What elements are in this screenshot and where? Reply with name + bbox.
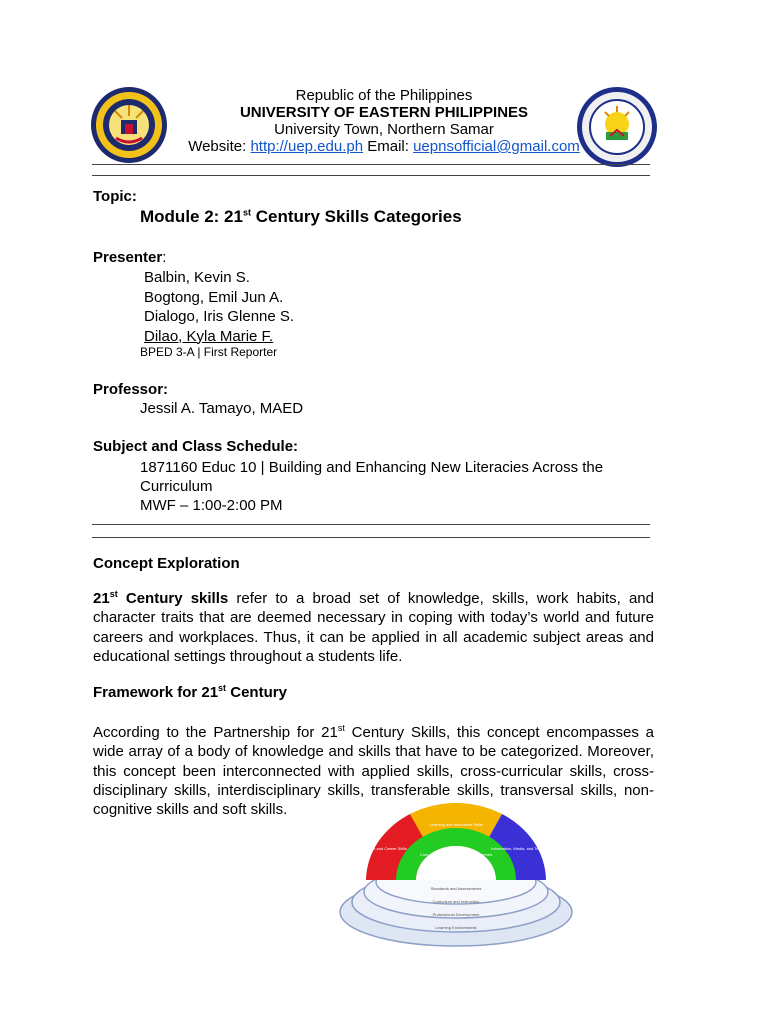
presenter-name: Balbin, Kevin S. bbox=[144, 269, 250, 286]
presenter-name: Bogtong, Emil Jun A. bbox=[144, 288, 284, 306]
concept-heading: Concept Exploration bbox=[93, 555, 240, 572]
header-divider-2 bbox=[92, 175, 650, 176]
diagram-label-left: Life and Career Skills bbox=[368, 846, 408, 851]
diagram-ring-4: Learning Environments bbox=[435, 925, 477, 930]
module-title: Module 2: 21st Century Skills Categories bbox=[140, 207, 462, 226]
presenter-label: Presenter: bbox=[93, 249, 167, 266]
professor-label: Professor: bbox=[93, 381, 169, 398]
subject-line: 1871160 Educ 10 | Building and Enhancing New Literacies Across the bbox=[140, 459, 604, 476]
email-label: Email: bbox=[367, 138, 409, 155]
diagram-ring-1: Standards and Assessments bbox=[430, 886, 482, 891]
framework-paragraph: According to the Partnership for 21st Century Skills, this concept encompasses a wide array of a body of knowledge and skills that have to be categorized. Moreover, this concept been interconnected with applied skills, cross-curricular skills, cross- disciplinary skills, interdisciplinary skills, transferable skills, transversal skills, non-cognitive skills and soft skills. bbox=[93, 723, 655, 819]
subject-label: Subject and Class Schedule: bbox=[93, 438, 299, 455]
presenter-names bbox=[144, 268, 294, 346]
subject-line-cont: Curriculum bbox=[140, 478, 213, 495]
diagram-ring-2: Curriculum and Instruction bbox=[432, 899, 480, 904]
presenter-name: Dilao, Kyla Marie F. bbox=[144, 327, 274, 345]
p21-framework-diagram bbox=[338, 802, 578, 950]
republic-line: Republic of the Philippines bbox=[295, 87, 473, 104]
diagram-label-center: Core Subjects and 21st Century Themes bbox=[419, 852, 493, 857]
concept-paragraph: 21st Century skills refer to a broad set of knowledge, skills, work habits, and character traits that are deemed necessary in coping with today’s world and future careers and workplaces. Thus, it can be applied in all academic subject areas and educational settings throughout a students life. bbox=[93, 589, 654, 665]
university-name: UNIVERSITY OF EASTERN PHILIPPINES bbox=[239, 104, 529, 121]
diagram-label-right: Information, Media, and Technology Skills bbox=[491, 846, 565, 851]
university-address: University Town, Northern Samar bbox=[274, 121, 494, 138]
section-info: BPED 3-A | First Reporter bbox=[140, 345, 278, 359]
presenter-name: Dialogo, Iris Glenne S. bbox=[144, 308, 295, 325]
website-link[interactable]: http://uep.edu.ph bbox=[250, 138, 364, 155]
section-divider-1 bbox=[92, 524, 650, 525]
topic-label: Topic: bbox=[93, 188, 137, 205]
professor-name: Jessil A. Tamayo, MAED bbox=[140, 400, 304, 417]
diagram-ring-3: Professional Development bbox=[432, 912, 480, 917]
class-schedule: MWF – 1:00-2:00 PM bbox=[140, 497, 283, 514]
email-link[interactable]: uepnsofficial@gmail.com bbox=[413, 138, 580, 155]
header-divider-1 bbox=[92, 164, 650, 165]
contact-line bbox=[0, 138, 768, 155]
website-label: Website: bbox=[188, 138, 247, 155]
diagram-label-top: Learning and Innovation Skills bbox=[429, 822, 483, 827]
framework-heading: Framework for 21st Century bbox=[93, 683, 287, 701]
section-divider-2 bbox=[92, 537, 650, 538]
